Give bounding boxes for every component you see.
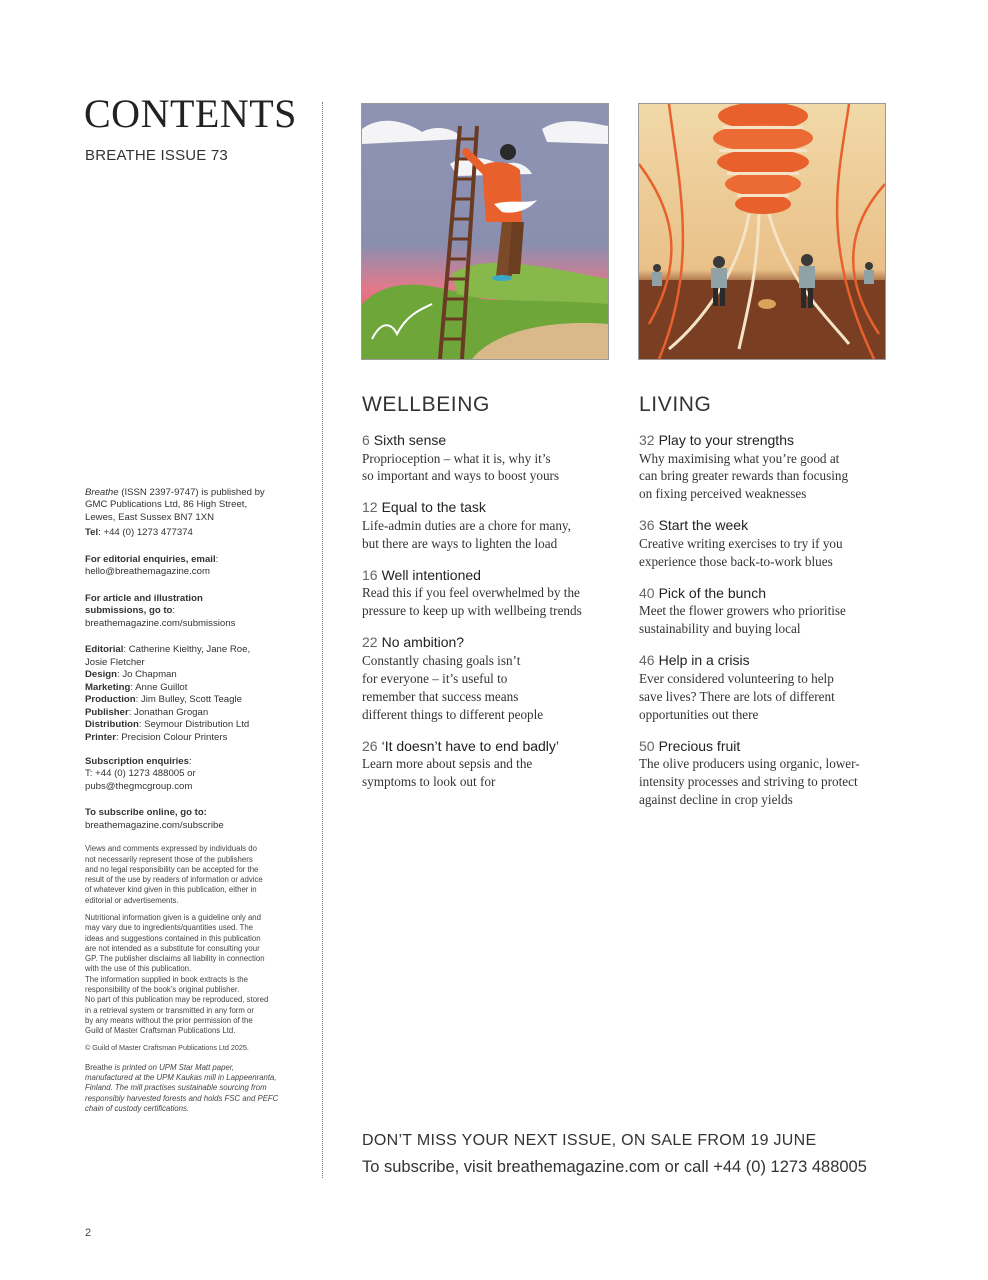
credit-label: Production bbox=[85, 694, 136, 706]
entry-heading[interactable] bbox=[362, 432, 612, 450]
credits-list bbox=[85, 644, 300, 744]
disclaimer-line: The information supplied in book extracts is the bbox=[85, 974, 248, 984]
subscription-email-link[interactable]: pubs@thegmcgroup.com bbox=[85, 780, 193, 792]
disclaimer-line: and no legal responsibility can be accepted for the bbox=[85, 864, 259, 874]
contents-entry[interactable] bbox=[639, 652, 889, 723]
entry-heading[interactable] bbox=[362, 567, 612, 585]
entry-description-line: but there are ways to lighten the load bbox=[362, 535, 558, 551]
credit-label: Marketing bbox=[85, 681, 131, 693]
contents-entry[interactable] bbox=[362, 738, 612, 791]
section-heading: WELLBEING bbox=[362, 393, 490, 416]
entry-heading[interactable] bbox=[639, 585, 889, 603]
disclaimer-line: result of the use by readers of information or advice bbox=[85, 875, 263, 885]
disclaimer-line: ideas and suggestions contained in this publication bbox=[85, 933, 261, 943]
subscription-contact: Subscription enquiries: T: +44 (0) 1273 488005 or pubs@thegmcgroup.com bbox=[85, 756, 300, 793]
entry-description bbox=[362, 584, 612, 620]
entry-description-line: Learn more about sepsis and the bbox=[362, 756, 533, 772]
entry-heading[interactable] bbox=[639, 432, 889, 450]
entry-description-line: save lives? There are lots of different bbox=[639, 688, 835, 704]
disclaimer bbox=[85, 844, 300, 1053]
entry-title: ‘It doesn’t have to end badly’ bbox=[381, 737, 560, 754]
entry-heading[interactable] bbox=[639, 517, 889, 535]
submissions-contact: For article and illustration submissions, go to: breathemagazine.com/submissions bbox=[85, 593, 300, 630]
disclaimer-nutrition bbox=[85, 913, 300, 1036]
entry-description-line: on fixing perceived weaknesses bbox=[639, 486, 807, 502]
contents-entry[interactable] bbox=[639, 432, 889, 503]
credit-line bbox=[85, 694, 300, 706]
paper-note-text: is printed on UPM Star Matt paper, bbox=[112, 1062, 235, 1072]
credit-label: Distribution bbox=[85, 719, 139, 731]
entry-description-line: can bring greater rewards than focusing bbox=[639, 468, 849, 484]
entry-title: Start the week bbox=[658, 517, 749, 534]
credit-value-cont: Josie Fletcher bbox=[85, 656, 145, 668]
disclaimer-line: responsibility of the book’s original publisher. bbox=[85, 984, 240, 994]
credit-value: : Jim Bulley, Scott Teagle bbox=[135, 694, 242, 706]
disclaimer-line: Views and comments expressed by individuals do bbox=[85, 844, 257, 854]
entry-title: No ambition? bbox=[381, 634, 465, 651]
entry-description bbox=[639, 755, 889, 809]
contents-entry[interactable] bbox=[362, 567, 612, 620]
knitted-balloon-illustration bbox=[638, 103, 886, 360]
contents-entry[interactable] bbox=[362, 634, 612, 723]
disclaimer-line: Nutritional information given is a guideline only and bbox=[85, 913, 261, 922]
entry-page-number: 36 bbox=[639, 517, 655, 534]
entry-title: Sixth sense bbox=[373, 432, 447, 448]
page-number: 2 bbox=[85, 1227, 92, 1239]
paper-magazine-name: Breathe bbox=[85, 1062, 113, 1072]
entry-page-number: 6 bbox=[362, 432, 370, 448]
entry-description-line: different things to different people bbox=[362, 706, 544, 722]
entry-description-line: pressure to keep up with wellbeing trends bbox=[362, 603, 582, 619]
disclaimer-views bbox=[85, 844, 300, 906]
paper-note-line: responsibly harvested forests and holds FSC and PEFC bbox=[85, 1093, 279, 1103]
entry-description-line: Ever considered volunteering to help bbox=[639, 670, 834, 686]
entry-title: Equal to the task bbox=[381, 499, 486, 516]
online-subscribe: To subscribe online, go to: breathemagazine.com/subscribe bbox=[85, 807, 300, 832]
credit-value: : Anne Guillot bbox=[130, 681, 188, 693]
entry-page-number: 22 bbox=[362, 634, 378, 651]
subscribe-notice: To subscribe, visit breathemagazine.com or call +44 (0) 1273 488005 bbox=[362, 1158, 867, 1176]
entry-description-line: experience those back-to-work blues bbox=[639, 553, 833, 569]
credit-line bbox=[85, 669, 300, 681]
disclaimer-line: of whatever kind given in this publication, either in bbox=[85, 885, 257, 895]
entry-description-line: Meet the flower growers who prioritise bbox=[639, 603, 846, 619]
section-living bbox=[639, 393, 889, 823]
entry-description-line: so important and ways to boost yours bbox=[362, 468, 560, 484]
entry-description-line: Constantly chasing goals isn’t bbox=[362, 652, 521, 668]
entry-page-number: 26 bbox=[362, 737, 378, 754]
entry-description-line: Why maximising what you’re good at bbox=[639, 450, 840, 466]
contents-entry[interactable] bbox=[362, 499, 612, 552]
credit-value: : Jonathan Grogan bbox=[128, 706, 209, 718]
entry-description bbox=[639, 535, 889, 571]
column-divider bbox=[322, 102, 323, 1178]
entry-description-line: sustainability and buying local bbox=[639, 621, 801, 637]
credit-label: Printer bbox=[85, 731, 116, 743]
next-issue-footer bbox=[362, 1132, 922, 1177]
entry-description-line: The olive producers using organic, lower- bbox=[639, 756, 860, 772]
entry-title: Help in a crisis bbox=[658, 652, 750, 669]
entry-description bbox=[639, 450, 889, 504]
next-issue-notice: DON’T MISS YOUR NEXT ISSUE, ON SALE FROM 19 JUNE bbox=[362, 1132, 817, 1149]
paper-note-line: manufactured at the UPM Kaukas mill in Lappeenranta, bbox=[85, 1073, 277, 1083]
entry-description-line: Creative writing exercises to try if you bbox=[639, 535, 843, 551]
credit-line bbox=[85, 719, 300, 731]
entry-description-line: remember that success means bbox=[362, 688, 519, 704]
entry-page-number: 12 bbox=[362, 499, 378, 516]
entry-description bbox=[639, 670, 889, 724]
ladder-climber-illustration bbox=[361, 103, 609, 360]
contents-entry[interactable] bbox=[639, 585, 889, 638]
credit-value: : Catherine Kielthy, Jane Roe, bbox=[123, 644, 251, 656]
entry-page-number: 50 bbox=[639, 737, 655, 754]
entry-heading[interactable] bbox=[639, 738, 889, 756]
disclaimer-line: not necessarily represent those of the publishers bbox=[85, 854, 253, 864]
credit-line bbox=[85, 707, 300, 719]
entry-title: Pick of the bunch bbox=[658, 584, 766, 601]
entry-description-line: Proprioception – what it is, why it’s bbox=[362, 450, 551, 466]
paper-note-line: Finland. The mill practises sustainable sourcing from bbox=[85, 1083, 267, 1093]
entry-page-number: 32 bbox=[639, 432, 655, 448]
entry-page-number: 16 bbox=[362, 566, 378, 583]
credit-label: Editorial bbox=[85, 644, 124, 656]
entry-description bbox=[362, 450, 612, 486]
credit-value: : Precision Colour Printers bbox=[115, 731, 228, 743]
credit-line bbox=[85, 644, 300, 656]
subscribe-link[interactable]: breathemagazine.com/subscribe bbox=[85, 819, 224, 831]
entry-description-line: for everyone – it’s useful to bbox=[362, 670, 508, 686]
entry-page-number: 46 bbox=[639, 652, 655, 669]
credit-value: : Jo Chapman bbox=[117, 669, 177, 681]
section-wellbeing bbox=[362, 393, 612, 805]
disclaimer-line: in a retrieval system or transmitted in any form or bbox=[85, 1005, 254, 1015]
entry-heading[interactable] bbox=[362, 499, 612, 517]
credit-line bbox=[85, 732, 300, 744]
disclaimer-line: Guild of Master Craftsman Publications Ltd. bbox=[85, 1026, 236, 1036]
knitted-balloon-icon bbox=[639, 104, 885, 359]
disclaimer-line: No part of this publication may be reproduced, stored bbox=[85, 995, 269, 1005]
disclaimer-line: may vary due to ingredients/quantities used. The bbox=[85, 923, 254, 933]
paper-note-line: chain of custody certifications. bbox=[85, 1104, 190, 1113]
copyright: © Guild of Master Craftsman Publications Ltd 2025. bbox=[85, 1043, 249, 1053]
entry-description-line: intensity processes and striving to protect bbox=[639, 773, 858, 789]
entry-description bbox=[639, 602, 889, 638]
entry-title: Precious fruit bbox=[658, 737, 741, 754]
ladder-climber-icon bbox=[362, 104, 608, 359]
disclaimer-line: editorial or advertisements. bbox=[85, 895, 179, 905]
credit-value: : Seymour Distribution Ltd bbox=[138, 719, 250, 731]
contents-entry[interactable] bbox=[639, 738, 889, 809]
entry-description-line: opportunities out there bbox=[639, 706, 759, 722]
entry-description bbox=[362, 652, 612, 724]
entry-title: Well intentioned bbox=[381, 566, 481, 583]
submissions-link[interactable]: breathemagazine.com/submissions bbox=[85, 617, 236, 629]
paper-note bbox=[85, 1063, 300, 1114]
entry-description bbox=[362, 755, 612, 791]
entry-heading[interactable] bbox=[639, 652, 889, 670]
disclaimer-line: with the use of this publication. bbox=[85, 964, 192, 974]
publisher-info: Breathe (ISSN 2397-9747) is published by GMC Publications Ltd, 86 High Street, Lewes, East Sussex BN7 1XN Tel: +44 (0) 1273 477374 bbox=[85, 487, 265, 539]
contents-entry[interactable] bbox=[639, 517, 889, 570]
page-title: CONTENTS bbox=[84, 91, 297, 136]
entry-page-number: 40 bbox=[639, 584, 655, 601]
entry-description-line: against decline in crop yields bbox=[639, 791, 793, 807]
entry-heading[interactable] bbox=[362, 738, 612, 756]
disclaimer-line: GP. The publisher disclaims all liability in connection bbox=[85, 954, 265, 964]
entry-description-line: symptoms to look out for bbox=[362, 773, 496, 789]
issue-label: BREATHE ISSUE 73 bbox=[85, 147, 228, 164]
disclaimer-line: are not intended as a substitute for consulting your bbox=[85, 943, 260, 953]
entry-description bbox=[362, 517, 612, 553]
entry-heading[interactable] bbox=[362, 634, 612, 652]
imprint-block bbox=[85, 487, 300, 1114]
section-heading: LIVING bbox=[639, 393, 712, 416]
disclaimer-line: by any means without the prior permission of the bbox=[85, 1015, 253, 1025]
credit-label: Design bbox=[85, 669, 117, 681]
credit-label: Publisher bbox=[85, 706, 129, 718]
editorial-email-link[interactable]: hello@breathemagazine.com bbox=[85, 566, 210, 578]
credit-line bbox=[85, 682, 300, 694]
entry-description-line: Life-admin duties are a chore for many, bbox=[362, 517, 571, 533]
entry-description-line: Read this if you feel overwhelmed by the bbox=[362, 585, 580, 601]
editorial-contact: For editorial enquiries, email: hello@breathemagazine.com bbox=[85, 554, 300, 579]
contents-entry[interactable] bbox=[362, 432, 612, 485]
paper-note-line bbox=[85, 1063, 300, 1073]
entry-title: Play to your strengths bbox=[658, 432, 794, 448]
